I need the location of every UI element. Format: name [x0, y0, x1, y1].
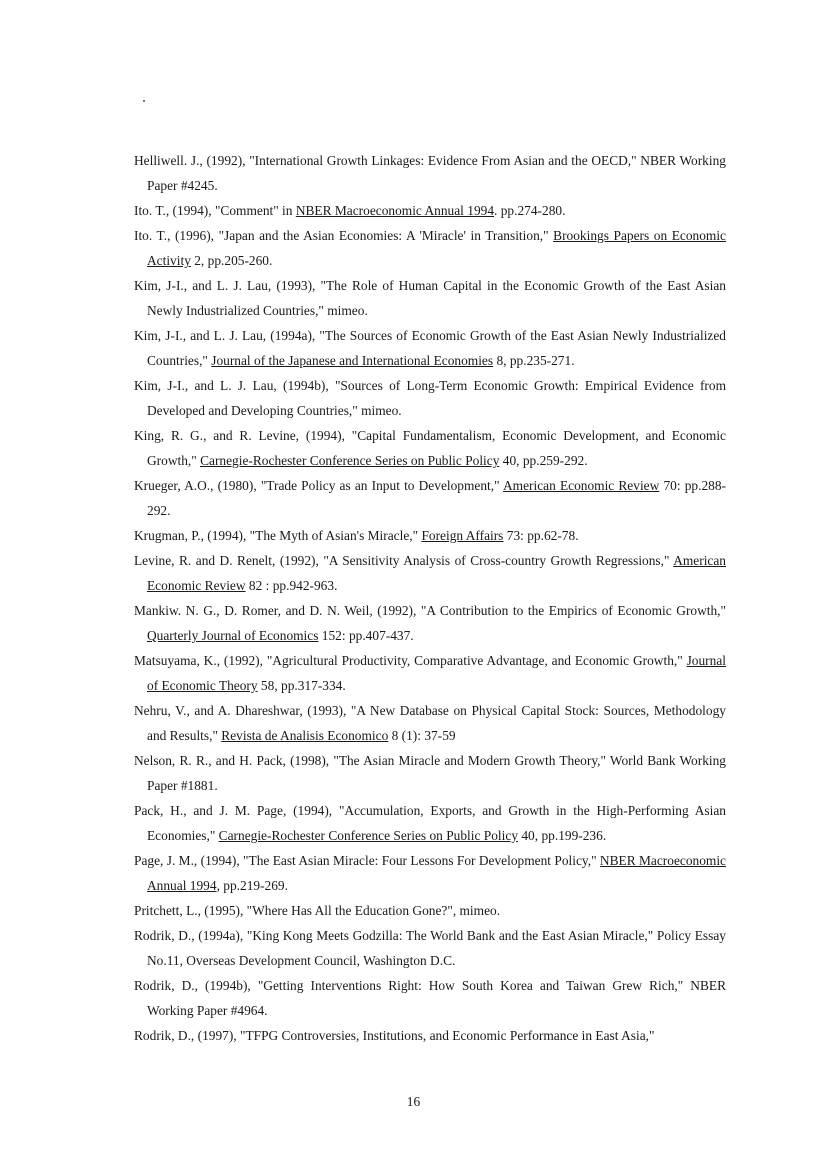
publication-title: Brookings Papers on Economic Activity — [147, 228, 726, 268]
reference-entry — [134, 1023, 726, 1048]
reference-text: 40, pp.259-292. — [499, 453, 588, 468]
reference-text: , pp.219-269. — [216, 878, 288, 893]
reference-entry — [134, 323, 726, 373]
reference-entry — [134, 748, 726, 798]
reference-text: 2, pp.205-260. — [190, 253, 273, 268]
reference-text: Kim, J-I., and L. J. Lau, (1994a), "The Sources of Economic Growth of the East Asian Newly Industrialized Countries," — [134, 328, 726, 368]
publication-title: American Economic Review — [147, 553, 726, 593]
reference-text: Levine, R. and D. Renelt, (1992), "A Sensitivity Analysis of Cross-country Growth Regressions," — [134, 553, 674, 568]
publication-title: Quarterly Journal of Economics — [147, 628, 319, 643]
reference-entry — [134, 973, 726, 1023]
reference-entry — [134, 798, 726, 848]
reference-entry — [134, 373, 726, 423]
reference-text: Ito. T., (1994), "Comment" in — [134, 203, 296, 218]
reference-entry — [134, 923, 726, 973]
reference-text: Rodrik, D., (1994b), "Getting Interventions Right: How South Korea and Taiwan Grew Rich," NBER Working Paper #4964. — [134, 978, 726, 1018]
reference-text: 73: pp.62-78. — [503, 528, 579, 543]
publication-title: NBER Macroeconomic Annual 1994 — [295, 203, 495, 218]
reference-text: 58, pp.317-334. — [257, 678, 346, 693]
reference-entry — [134, 473, 726, 523]
reference-entry — [134, 223, 726, 273]
publication-title: American Economic Review — [503, 478, 660, 493]
publication-title: Journal of the Japanese and International Economies — [211, 353, 494, 368]
reference-text: Matsuyama, K., (1992), "Agricultural Productivity, Comparative Advantage, and Economic Growth," — [134, 653, 687, 668]
reference-text: Helliwell. J., (1992), "International Growth Linkages: Evidence From Asian and the OECD," NBER Working Paper #4245. — [134, 153, 726, 193]
reference-entry — [134, 423, 726, 473]
reference-text: King, R. G., and R. Levine, (1994), "Capital Fundamentalism, Economic Development, and Economic Growth," — [134, 428, 726, 468]
page-number: 16 — [406, 1094, 421, 1109]
reference-list — [134, 148, 726, 1048]
publication-title: NBER Macroeconomic Annual 1994 — [147, 853, 727, 893]
reference-entry — [134, 148, 726, 198]
reference-text: Kim, J-I., and L. J. Lau, (1993), "The Role of Human Capital in the Economic Growth of the East Asian Newly Industrialized Countries," mimeo. — [134, 278, 726, 318]
reference-text: 152: pp.407-437. — [318, 628, 414, 643]
reference-text: . pp.274-280. — [494, 203, 566, 218]
reference-text: 40, pp.199-236. — [518, 828, 607, 843]
reference-text: 8 (1): 37-59 — [388, 728, 456, 743]
reference-text: Nehru, V., and A. Dhareshwar, (1993), "A New Database on Physical Capital Stock: Sources, Methodology and Results," — [134, 703, 726, 743]
publication-title: Journal of Economic Theory — [147, 653, 726, 693]
reference-text: Krueger, A.O., (1980), "Trade Policy as an Input to Development," — [134, 478, 503, 493]
reference-text: 8, pp.235-271. — [493, 353, 575, 368]
reference-text: 82 : pp.942-963. — [245, 578, 338, 593]
reference-text: Rodrik, D., (1994a), "King Kong Meets Godzilla: The World Bank and the East Asian Miracle," Policy Essay No.11, Overseas Development Council, Washington D.C. — [134, 928, 726, 968]
reference-entry — [134, 523, 726, 548]
reference-entry — [134, 648, 726, 698]
scan-speck — [143, 100, 145, 102]
reference-text: Rodrik, D., (1997), "TFPG Controversies, Institutions, and Economic Performance in East Asia," — [134, 1028, 655, 1043]
reference-text: Pack, H., and J. M. Page, (1994), "Accumulation, Exports, and Growth in the High-Performing Asian Economies," — [134, 803, 726, 843]
reference-text: Pritchett, L., (1995), "Where Has All the Education Gone?", mimeo. — [134, 903, 501, 918]
reference-text: Page, J. M., (1994), "The East Asian Miracle: Four Lessons For Development Policy," — [134, 853, 600, 868]
reference-entry — [134, 273, 726, 323]
publication-title: Revista de Analisis Economico — [221, 728, 389, 743]
reference-text: 70: pp.288-292. — [147, 478, 726, 518]
reference-entry — [134, 598, 726, 648]
reference-entry — [134, 548, 726, 598]
reference-text: Krugman, P., (1994), "The Myth of Asian's Miracle," — [134, 528, 422, 543]
publication-title: Carnegie-Rochester Conference Series on Public Policy — [200, 453, 500, 468]
publication-title: Foreign Affairs — [421, 528, 504, 543]
reference-entry — [134, 898, 726, 923]
reference-entry — [134, 698, 726, 748]
reference-entry — [134, 198, 726, 223]
reference-entry — [134, 848, 726, 898]
reference-text: Ito. T., (1996), "Japan and the Asian Economies: A 'Miracle' in Transition," — [134, 228, 554, 243]
reference-text: Kim, J-I., and L. J. Lau, (1994b), "Sources of Long-Term Economic Growth: Empirical Evidence from Developed and Developing Countries," mimeo. — [134, 378, 726, 418]
reference-text: Nelson, R. R., and H. Pack, (1998), "The Asian Miracle and Modern Growth Theory," World Bank Working Paper #1881. — [134, 753, 726, 793]
publication-title: Carnegie-Rochester Conference Series on Public Policy — [218, 828, 519, 843]
reference-text: Mankiw. N. G., D. Romer, and D. N. Weil, (1992), "A Contribution to the Empirics of Economic Growth," — [134, 603, 726, 618]
